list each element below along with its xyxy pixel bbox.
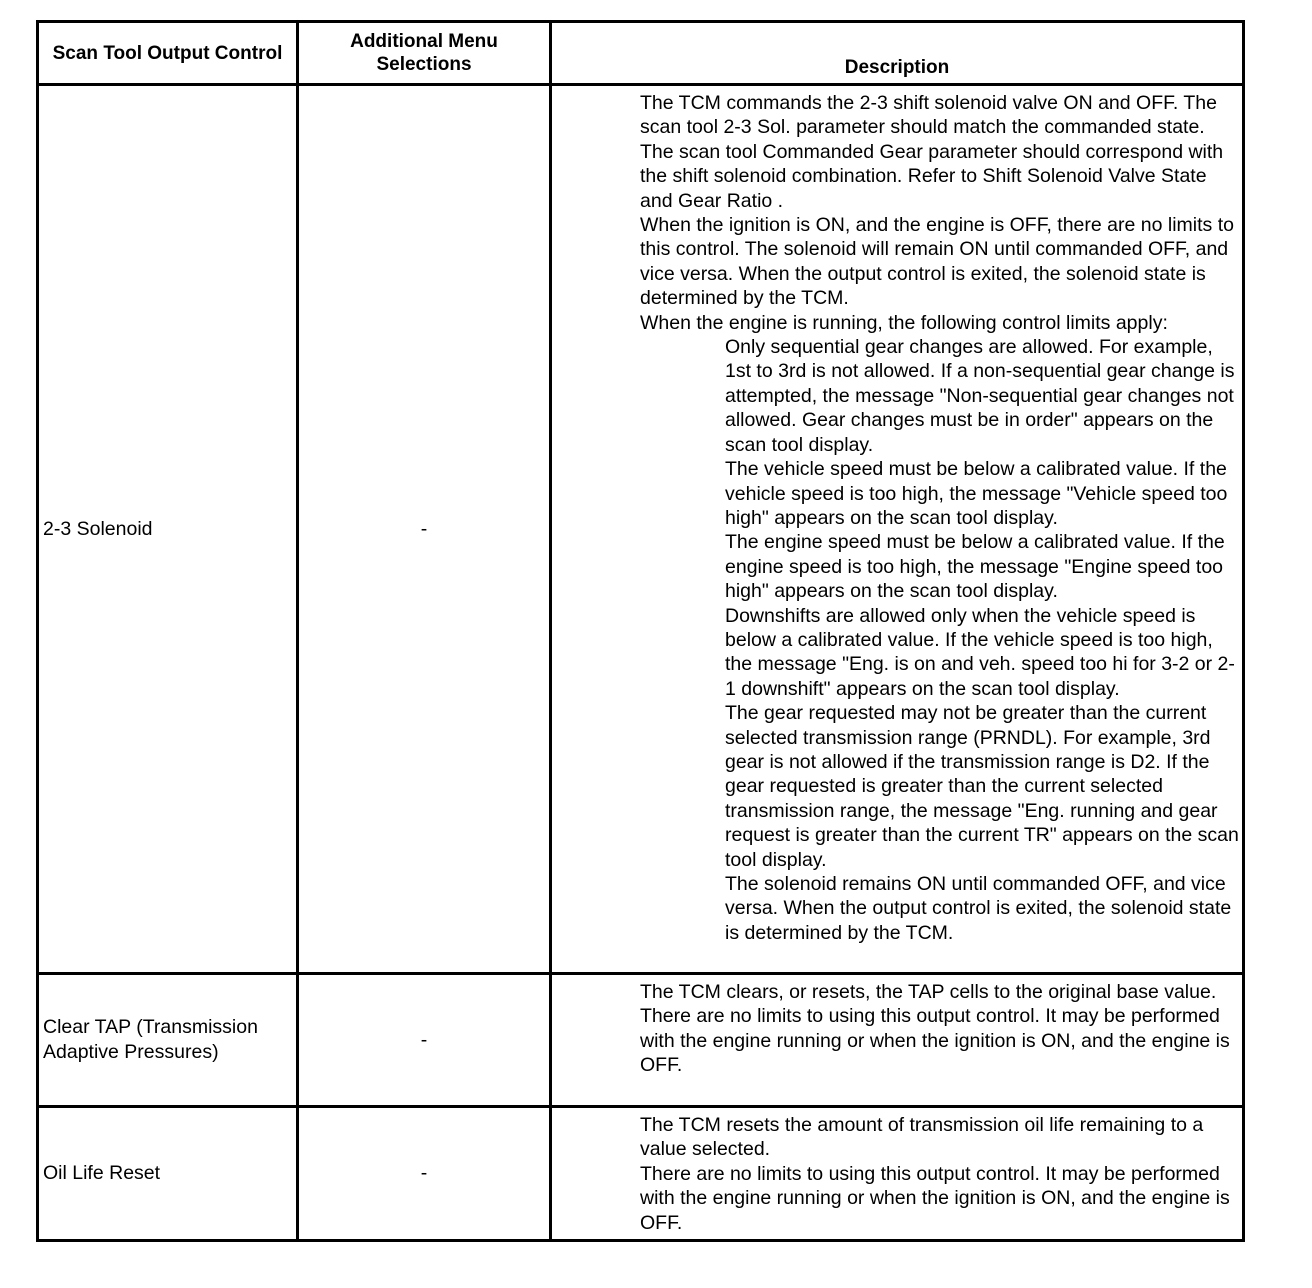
header-description: Description: [551, 22, 1244, 85]
control-limit-item: Downshifts are allowed only when the vehicle speed is below a calibrated value. If the vehicle speed is too high, the message "Eng. is on and veh. speed too hi for 3-2 or 2-1 downshift" appears on the scan tool display.: [725, 604, 1235, 700]
control-name: Oil Life Reset: [38, 1107, 298, 1241]
output-control-table: [36, 20, 1245, 1242]
table-row-2-3-solenoid: [38, 85, 1244, 974]
control-limit-item: The solenoid remains ON until commanded OFF, and vice versa. When the output control is exited, the solenoid state is determined by the TCM.: [725, 873, 1232, 944]
control-name: 2-3 Solenoid: [38, 85, 298, 974]
description-paragraph: There are no limits to using this output control. It may be performed with the engine running or when the ignition is ON, and the engine is OFF.: [640, 1005, 1230, 1077]
table-row-oil-life-reset: [38, 1107, 1244, 1241]
control-limit-item: The engine speed must be below a calibrated value. If the engine speed is too high, the message "Engine speed too high" appears on the scan tool display.: [725, 531, 1225, 603]
description-paragraph: The TCM clears, or resets, the TAP cells to the original base value.: [640, 981, 1217, 1003]
menu-selection: -: [298, 85, 551, 974]
table-row-clear-tap: [38, 974, 1244, 1107]
control-limit-item: The gear requested may not be greater than the current selected transmission range (PRNDL). For example, 3rd gear is not allowed if the transmission range is D2. If the gear requested is greater than the current selected transmission range, the message "Eng. running and gear request is greater than the current TR" appears on the scan tool display.: [725, 702, 1239, 871]
menu-selection: -: [298, 1107, 551, 1241]
description-paragraph: When the engine is running, the following control limits apply:: [640, 311, 1168, 334]
description-paragraph: The TCM resets the amount of transmission oil life remaining to a value selected.: [640, 1114, 1204, 1161]
description-cell: [551, 1107, 1244, 1241]
description-paragraph: There are no limits to using this output control. It may be performed with the engine running or when the ignition is ON, and the engine is OFF.: [640, 1162, 1230, 1234]
description-paragraph: When the ignition is ON, and the engine is OFF, there are no limits to this control. The solenoid will remain ON until commanded OFF, and vice versa. When the output control is exited, the solenoid state is determined by the TCM.: [640, 214, 1234, 310]
header-additional-menu-selections: Additional Menu Selections: [298, 22, 551, 85]
description-cell: [551, 974, 1244, 1107]
control-limit-item: The vehicle speed must be below a calibrated value. If the vehicle speed is too high, the message "Vehicle speed too high" appears on the scan tool display.: [725, 458, 1228, 529]
control-name: Clear TAP (Transmission Adaptive Pressures): [38, 974, 298, 1107]
header-row: [38, 22, 1244, 85]
header-scan-tool-output-control: Scan Tool Output Control: [38, 22, 298, 85]
menu-selection: -: [298, 974, 551, 1107]
description-cell: [551, 85, 1244, 974]
control-limit-item: Only sequential gear changes are allowed. For example, 1st to 3rd is not allowed. If a non-sequential gear change is attempted, the message "Non-sequential gear changes not allowed. Gear changes must be in order" appears on the scan tool display.: [725, 336, 1235, 456]
description-paragraph: The TCM commands the 2-3 shift solenoid valve ON and OFF. The scan tool 2-3 Sol. parameter should match the commanded state. The scan tool Commanded Gear parameter should correspond with the shift solenoid combination. Refer to Shift Solenoid Valve State and Gear Ratio .: [640, 92, 1224, 212]
